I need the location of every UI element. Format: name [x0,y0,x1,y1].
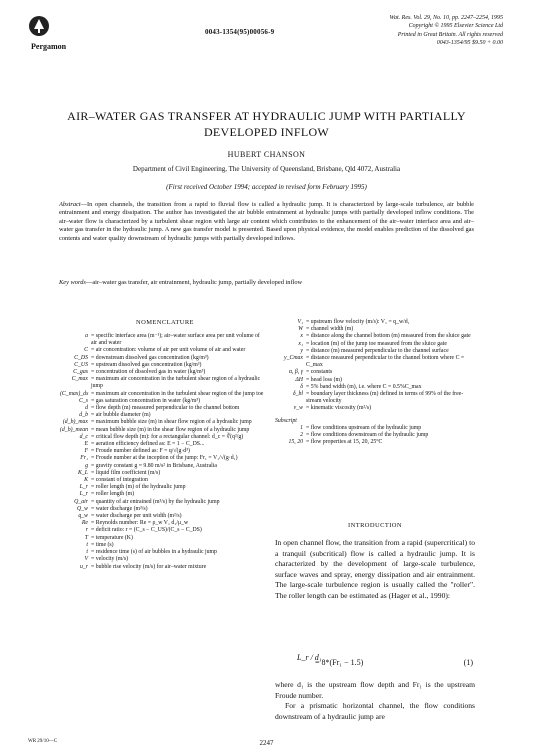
nomenclature-definition: = Froude number defined as: F = q/√(g·d³) [91,448,190,455]
publisher-name: Pergamon [31,41,67,51]
nomenclature-row [60,506,265,513]
nomenclature-symbol: V₁ [297,319,303,325]
nomenclature-row [275,405,475,412]
nomenclature-definition: = water discharge (m³/s) [91,505,148,512]
nomenclature-definition: = maximum bubble size (m) in shear flow region of a hydraulic jump [91,419,252,426]
nomenclature-symbol: T [84,534,88,541]
nomenclature-heading: NOMENCLATURE [136,319,194,326]
nomenclature-row [60,376,265,390]
nomenclature-row [275,377,475,384]
nomenclature-row [60,434,265,441]
nomenclature-row [275,319,475,326]
nomenclature-definition: = downstream dissolved gas concentration (kg/m³) [91,354,209,361]
nomenclature-definition: = flow properties at 15, 20, 25°C [306,439,383,446]
nomenclature-symbol: d [85,405,88,412]
nomenclature-definition: = aeration efficiency defined as: E = 1 − C_DS... [91,441,205,448]
equation [275,649,475,675]
nomenclature-definition: = gravity constant g = 9.80 m/s² in Brisbane, Australia [91,462,217,469]
nomenclature-definition: = time (s) [91,541,114,548]
nomenclature-row [60,542,265,549]
nomenclature-right-list [275,319,475,413]
nomenclature-definition: = constant of integration [91,477,148,484]
journal-line: 0043-1354/95 $9.50 + 0.00 [436,40,503,47]
nomenclature-row [60,491,265,498]
nomenclature-row [275,369,475,376]
nomenclature-list [60,333,265,571]
nomenclature-symbol: ΔH [295,376,303,383]
nomenclature-row [60,355,265,362]
nomenclature-row [60,556,265,563]
nomenclature-symbol: x₁ [298,340,303,347]
nomenclature-definition: = residence time (s) of air bubbles in a hydraulic jump [91,549,217,556]
nomenclature-symbol: K [84,477,88,484]
nomenclature-definition: = boundary layer thickness (m) defined in terms of 99% of the free-stream velocity [306,391,464,405]
equation-rhs: = 8*(Fr₁ − 1.5) [315,658,364,667]
nomenclature-definition: = roller length (m) [91,491,135,498]
nomenclature-symbol: d_b [79,412,88,419]
nomenclature-row [60,419,265,426]
subscript-heading: Subscript [275,417,297,424]
nomenclature-symbol: (C_max)_ds [60,390,89,397]
nomenclature-row [275,391,475,405]
nomenclature-symbol: ν_w [293,405,303,412]
equation-number: (1) [463,658,473,667]
nomenclature-row [275,384,475,391]
footer-code: WR 29/10—C [28,739,58,744]
journal-info [353,14,503,48]
journal-line: Copyright © 1995 Elsevier Science Ltd [408,23,503,30]
nomenclature-symbol: C_s [78,397,88,404]
introduction-para-2-text: where d₁ is the upstream flow depth and Fr₁ is the upstream Froude number. [275,680,475,700]
nomenclature-definition: = distance measured perpendicular to the channel bottom where C = C_max [306,355,465,369]
nomenclature-symbol: t [86,549,88,556]
nomenclature-row [275,348,475,355]
nomenclature-symbol: x [300,333,303,340]
nomenclature-symbol: C_DS [74,354,88,361]
keywords-lead: Key words [59,279,86,286]
nomenclature-symbol: Q_air [74,498,88,505]
nomenclature-definition: = upstream flow velocity (m/s): V₁ = q_w/d₁ [306,319,410,325]
nomenclature-symbol: u_r [79,563,88,570]
nomenclature-definition: = specific interface area (m⁻¹); air–water surface area per unit volume of air and water [91,333,260,347]
nomenclature-row [60,427,265,434]
journal-line: Wat. Res. Vol. 29, No. 10, pp. 2247–2254, 1995 [389,15,503,21]
nomenclature-definition: = air bubble diameter (m) [91,412,151,419]
nomenclature-symbol: δ [300,383,303,390]
nomenclature-row [275,341,475,348]
nomenclature-symbol: r [85,527,88,534]
nomenclature-row [60,470,265,477]
nomenclature-definition: = Reynolds number: Re = ρ_w V₁ d₁/μ_w [91,520,189,527]
nomenclature-definition: = distance (m) measured perpendicular to the channel surface [306,347,449,354]
nomenclature-symbol: (d_b)_max [62,419,88,426]
nomenclature-row [60,535,265,542]
nomenclature-definition: = quantity of air entrained (m³/s) by the hydraulic jump [91,498,220,505]
nomenclature-definition: = gas saturation concentration in water (kg/m³) [91,397,200,404]
nomenclature-definition: = critical flow depth (m): for a rectangular channel: d_c = ∛(q²/g) [91,433,244,440]
nomenclature-symbol: Fr₁ [80,455,88,462]
nomenclature-symbol: L_r [79,484,88,491]
nomenclature-definition: = velocity (m/s) [91,556,129,563]
issn-code: 0043-1354(95)00056-9 [205,28,275,36]
nomenclature-definition: = water discharge per unit width (m²/s) [91,513,182,520]
nomenclature-definition: = concentration of dissolved gas in water (kg/m³) [91,369,206,376]
nomenclature-symbol: C [84,347,88,354]
introduction-para-2 [275,680,475,722]
nomenclature-definition: = constants [306,369,333,376]
abstract [59,201,474,243]
nomenclature-symbol: F [84,448,88,455]
nomenclature-row [60,564,265,571]
nomenclature-symbol: L_r [79,491,88,498]
nomenclature-symbol: α, β, γ [288,369,303,376]
nomenclature-symbol: K_L [78,469,88,476]
nomenclature-definition: = 5% band width (m), i.e. where C = 0.5%C_max [306,383,422,390]
nomenclature-row [275,425,475,432]
nomenclature-symbol: 15, 20 [288,439,303,446]
nomenclature-symbol: a [85,333,88,339]
nomenclature-definition: = location (m) of the jump toe measured from the sluice gate [306,340,447,347]
journal-line: Printed in Great Britain. All rights reserved [397,31,503,38]
keywords-text: —air–water gas transfer, air entrainment, hydraulic jump, partially developed inflow [85,279,303,286]
publisher-logo [28,15,92,55]
page-number: 2247 [259,739,274,747]
nomenclature-row [275,355,475,369]
nomenclature-symbol: C_max [71,376,88,383]
nomenclature-symbol: Q_w [77,505,88,512]
nomenclature-symbol: W [298,326,303,333]
nomenclature-symbol: E [84,441,88,448]
nomenclature-row [60,513,265,520]
nomenclature-definition: = head loss (m) [306,376,342,383]
nomenclature-right [275,319,475,446]
nomenclature-symbol: y [300,347,303,354]
nomenclature-definition: = kinematic viscosity (m²/s) [306,405,372,412]
nomenclature-definition: = flow conditions upstream of the hydraulic jump [306,424,422,431]
nomenclature-row [60,527,265,534]
nomenclature-row [60,455,265,462]
abstract-lead: Abstract [59,201,81,208]
nomenclature-definition: = mean bubble size (m) in the shear flow region of a hydraulic jump [91,426,250,433]
nomenclature-row [60,347,265,354]
nomenclature-symbol: V [84,556,88,563]
nomenclature-symbol: δ_bl [292,391,303,398]
nomenclature-row [60,333,265,347]
abstract-text: —In open channels, the transition from a rapid to fluvial flow is called a hydraulic jump. It is characterized by large-scale turbulence, air bubble entrainment and energy dissipation. The author has investigated the air bubble entrainment at hydraulic jumps with partially developed inflow conditions. The air–water flow is characterized by a turbulent shear region with large air content which contributes to the enhancement of the air–water interface area and air–water gas transfer in the hydraulic jump. A new gas transfer model is presented. Based upon physical evidence, the model enables prediction of the dissolved gas contents and water quality downstream of hydraulic jumps with partially developed inflows. [59,201,474,242]
nomenclature-definition: = liquid film coefficient (m/s) [91,469,161,476]
nomenclature-symbol: (d_b)_mean [60,426,89,433]
nomenclature-symbol: 1 [300,424,303,431]
subscript-list [275,425,475,447]
affiliation: Department of Civil Engineering, The University of Queensland, Brisbane, Qld 4072, Australia [132,165,401,173]
nomenclature-definition: = air concentration: volume of air per unit volume of air and water [91,347,246,354]
nomenclature-definition: = channel width (m) [306,326,354,333]
tree-icon [28,15,50,37]
nomenclature-definition: = flow conditions downstream of the hydraulic jump [306,432,429,439]
nomenclature-symbol: y_Cmax [284,355,303,362]
equation-lhs: L_r / d₁ [297,653,322,662]
nomenclature-definition: = upstream dissolved gas concentration (kg/m³) [91,361,202,368]
nomenclature-definition: = Froude number at the inception of the jump: Fr₁ = V₁/√(g·d₁) [91,455,238,462]
nomenclature-symbol: C_US [74,361,88,368]
nomenclature-definition: = deficit ratio: r = (C_s − C_US)/(C_s − C_DS) [91,527,202,534]
nomenclature-definition: = temperature (K) [91,534,133,541]
introduction-para-3-text: For a prismatic horizontal channel, the flow conditions downstream of a hydraulic jump are [275,701,475,721]
introduction-para: In open channel flow, the transition from a rapid (supercritical) to a tranquil (subcritical) flow is called a hydraulic jump. It is characterized by the development of large-scale turbulence, surface waves and spray, energy dissipation and air entrainment. The large-scale turbulence region is usually called the "roller". The roller length can be estimated as (Hager et al., 1990): [275,538,475,600]
nomenclature-definition: = flow depth (m) measured perpendicular to the channel bottom [91,405,240,412]
nomenclature-symbol: C_gas [73,369,88,376]
nomenclature-definition: = distance along the channel bottom (m) measured from the sluice gate [306,333,471,340]
keywords [59,279,474,286]
nomenclature-definition: = maximum air concentration in the turbulent shear region of a hydraulic jump [91,376,261,390]
nomenclature-row [60,362,265,369]
nomenclature-symbol: t [86,541,88,548]
nomenclature-row [60,499,265,506]
nomenclature-definition: = maximum air concentration in the turbulent shear region of the jump toe [91,390,264,397]
received-dates: (First received October 1994; accepted in revised form February 1995) [166,183,367,191]
nomenclature-definition: = roller length (m) of the hydraulic jump [91,484,186,491]
nomenclature-symbol: 2 [300,432,303,439]
nomenclature-row [60,463,265,470]
nomenclature-row [275,333,475,340]
paper-title: AIR–WATER GAS TRANSFER AT HYDRAULIC JUMP WITH PARTIALLY DEVELOPED INFLOW [67,109,466,139]
introduction-heading: INTRODUCTION [348,522,402,529]
nomenclature-row [60,391,265,398]
nomenclature-symbol: g [85,462,88,469]
nomenclature-row [275,439,475,446]
nomenclature-definition: = bubble rise velocity (m/s) for air–water mixture [91,563,207,570]
nomenclature-symbol: q_w [78,513,88,520]
nomenclature-row [60,398,265,405]
nomenclature-symbol: d_c [79,433,88,440]
author-name: HUBERT CHANSON [227,150,306,159]
nomenclature-symbol: Re [81,520,88,527]
